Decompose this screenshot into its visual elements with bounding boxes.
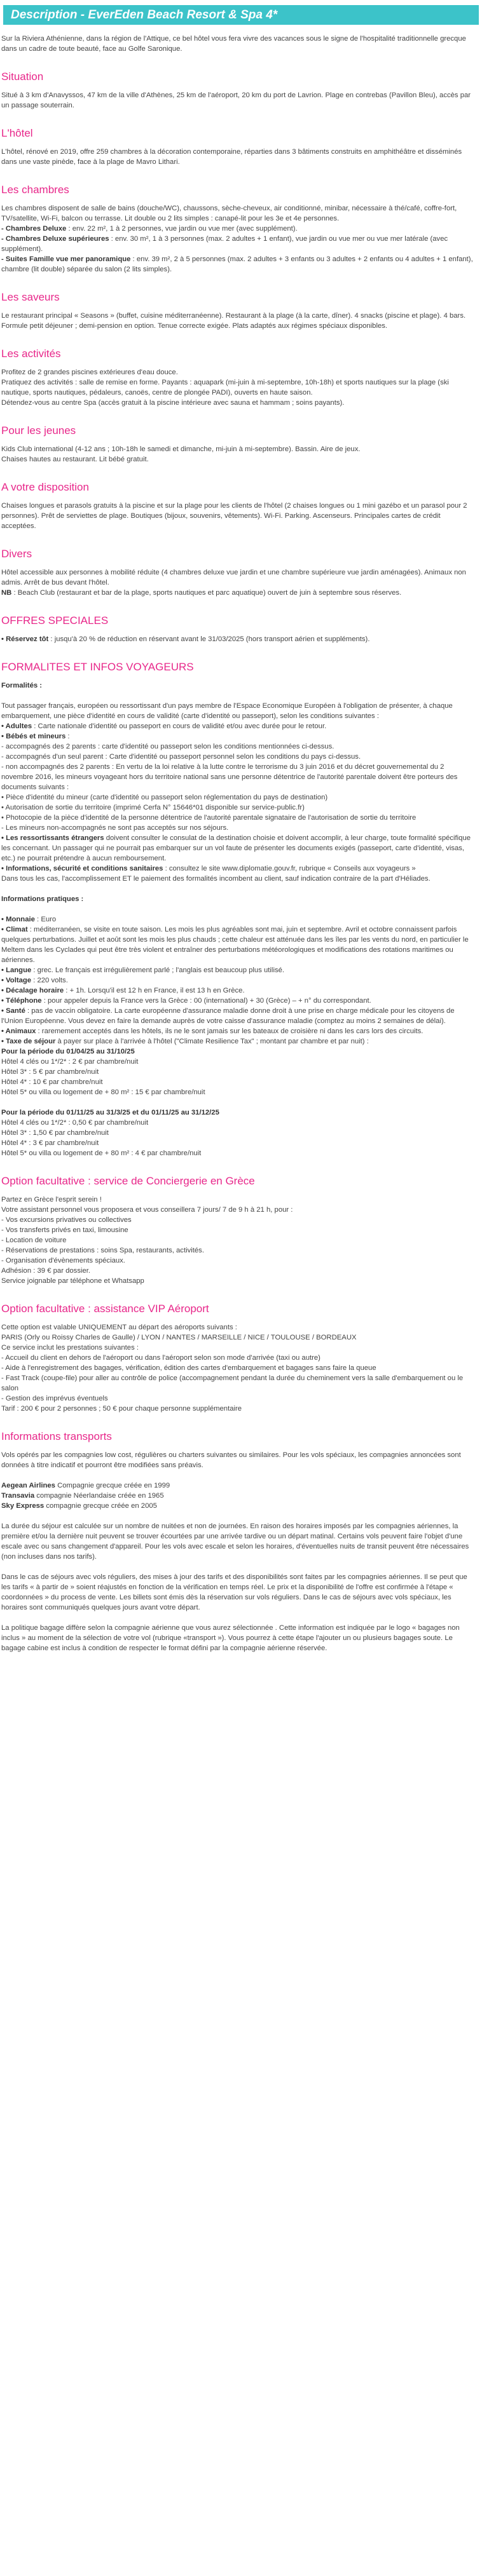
conciergerie-line: Service joignable par téléphone et Whatsapp [1, 1277, 144, 1285]
item-text: : Euro [34, 916, 57, 923]
list-item [1, 864, 477, 874]
room-type-text: : env. 39 m², 2 à 5 personnes (max. 2 adultes + 3 enfants ou 3 adultes + 2 enfants ou 4 adultes + 1 enfant), chambre (lit double) séparée du salon (2 lits simples). [1, 255, 473, 273]
vip-line: - Fast Track (coupe-file) pour aller au contrôle de police (accompagnement pendant la durée du cheminement vers la salle d'embarquement ou le salon [1, 1374, 464, 1392]
spacer [1, 1562, 477, 1572]
spacer [1, 1470, 477, 1481]
item-text: : pas de vaccin obligatoire. La carte européenne d'assurance maladie donne droit à une prise en charge médicale pour les citoyens de l'Union Européenne. Vous devez en faire la demande auprès de votre caisse d'assurance maladie (comptez au moins 2 semaines de délai). [1, 1007, 455, 1025]
vip-line: - Gestion des imprévus éventuels [1, 1395, 108, 1402]
list-item [1, 986, 477, 996]
mineurs-line: - accompagnés des 2 parents : carte d'identité ou passeport selon les conditions mentionnées ci-dessus. [1, 743, 334, 750]
jeunes-block [1, 444, 477, 464]
transports-heading: Informations transports [1, 1430, 112, 1442]
vip-heading: Option facultative : assistance VIP Aéroport [1, 1303, 209, 1315]
disposition-text: Chaises longues et parasols gratuits à la piscine et sur la plage pour les clients de l'hôtel (2 chaises longues ou 1 mini gazébo et un parasol pour 2 personnes). Prêt de serviettes de plage. Boutiques (bijoux, souvenirs, vêtements). Wi-Fi. Parking. Ascenseurs. Principales cartes de crédit acceptées. [1, 502, 467, 530]
conciergerie-line: Votre assistant personnel vous proposera et vous conseillera 7 jours/ 7 de 9 h à 21 h, pour : [1, 1206, 293, 1214]
list-item [1, 925, 477, 965]
infos-block [1, 894, 477, 1158]
list-item [1, 975, 477, 986]
offre-value: : jusqu'à 20 % de réduction en réservant avant le 31/03/2025 (hors transport aérien et suppléments). [48, 635, 370, 643]
item-text: : consultez le site www.diplomatie.gouv.fr, rubrique « Conseils aux voyageurs » [163, 865, 416, 872]
vip-line: PARIS (Orly ou Roissy Charles de Gaulle) / LYON / NANTES / MARSEILLE / NICE / TOULOUSE / BORDEAUX [1, 1334, 357, 1341]
formalites-block [1, 681, 477, 884]
divers-block [1, 567, 477, 598]
item-text: : pour appeler depuis la France vers la Grèce : 00 (international) + 30 (Grèce) – + n° du correspondant. [41, 997, 371, 1005]
chambres-block [1, 203, 477, 275]
item-label: • Bébés et mineurs [1, 733, 66, 740]
formalites-para: Tout passager français, européen ou ressortissant d'un pays membre de l'Espace Economique Européen à l'obligation de présenter, à chaque embarquement, une pièce d'identité en cours de validité (carte d'identité ou passeport), selon les conditions suivantes : [1, 702, 453, 720]
list-item [1, 721, 477, 731]
transports-para: Dans le cas de séjours avec vols réguliers, des mises à jour des tarifs et des disponibilités sont faites par les compagnies aériennes. Il se peut que les tarifs « à partir de » soient réajustés en fonction de la vérification en temps réel. Le prix et la disponibilité de l'offre est confirmée à l'étape « coordonnées » du process de vente. Les billets sont émis dès la réservation sur vols réguliers. Dans le cas de séjours avec vols spéciaux, les horaires sont communiqués quelques jours avant votre départ. [1, 1573, 467, 1611]
item-label: • Animaux [1, 1027, 36, 1035]
vip-line: Cette option est valable UNIQUEMENT au départ des aéroports suivants : [1, 1324, 237, 1331]
conciergerie-block [1, 1195, 477, 1286]
jeunes-line: Kids Club international (4-12 ans ; 10h-18h le samedi et dimanche, mi-juin à mi-septembre). Bassin. Aire de jeux. [1, 445, 361, 453]
vip-block [1, 1322, 477, 1414]
formalites-final: Dans tous les cas, l'accomplissement ET le paiement des formalités incombent au client, sauf indication contraire de la part d'Héliades. [1, 875, 430, 883]
transports-intro: Vols opérés par les compagnies low cost, régulières ou charters suivantes ou similaires. Pour les vols spéciaux, les compagnies annoncées sont données à titre indicatif et pourront être modifiées sans préavis. [1, 1451, 461, 1469]
room-type-label: - Chambres Deluxe supérieures [1, 235, 109, 243]
item-label: • Les ressortissants étrangers [1, 834, 104, 842]
activites-block [1, 367, 477, 408]
nb-text: : Beach Club (restaurant et bar de la plage, sports nautiques et parc aquatique) ouvert de juin à septembre sous réserves. [11, 589, 402, 597]
situation-heading: Situation [1, 71, 44, 83]
item-label: • Monnaie [1, 916, 35, 923]
company-name: Aegean Airlines [1, 1482, 55, 1489]
item-label: • Adultes [1, 722, 32, 730]
room-type-text: : env. 22 m², 1 à 2 personnes, vue jardin ou vue mer (avec supplément). [66, 225, 298, 233]
spacer [1, 904, 477, 914]
conciergerie-line: Partez en Grèce l'esprit serein ! [1, 1196, 102, 1203]
item-text: : raremement acceptés dans les hôtels, ils ne le sont jamais sur les bateaux de croisière ni dans les cars lors des circuits. [36, 1027, 423, 1035]
chambres-heading: Les chambres [1, 184, 69, 196]
list-item [1, 234, 477, 254]
company-name: Sky Express [1, 1502, 45, 1510]
item-text: : [65, 733, 70, 740]
list-item [1, 1036, 477, 1047]
conciergerie-line: - Vos excursions privatives ou collectives [1, 1216, 132, 1224]
tax-line: Hôtel 4* : 10 € par chambre/nuit [1, 1078, 103, 1086]
company-desc: compagnie Néerlandaise créée en 1965 [34, 1492, 164, 1500]
activites-line: Profitez de 2 grandes piscines extérieures d'eau douce. [1, 369, 178, 376]
transports-para: La durée du séjour est calculée sur un nombre de nuitées et non de journées. En raison des horaires imposés par les compagnies aériennes, la première et/ou la dernière nuit peuvent se trouver écourtées par une arrivée tardive ou un départ matinal. Certains vols peuvent faire l'objet d'une escale avec ou sans changement d'appareil. Pour les vols avec escale et selon les horaires, d'éventuelles nuits de transit peuvent être nécessaires (non incluses dans nos tarifs). [1, 1522, 469, 1561]
item-label: • Téléphone [1, 997, 42, 1005]
item-label: • Langue [1, 966, 32, 974]
formalites-subtitle: Formalités : [1, 682, 43, 689]
chambres-intro: Les chambres disposent de salle de bains (douche/WC), chaussons, sèche-cheveux, air conditionné, minibar, nécessaire à thé/café, coffre-fort, TV/satellite, Wi-Fi, balcon ou terrasse. Lit double ou 2 lits simples : canapé-lit pour les 3e et 4e personnes. [1, 205, 457, 222]
vip-line: Tarif : 200 € pour 2 personnes ; 50 € pour chaque personne supplémentaire [1, 1405, 242, 1413]
tax-line: Hôtel 5* ou villa ou logement de + 80 m² : 4 € par chambre/nuit [1, 1149, 202, 1157]
mineurs-line: - accompagnés d'un seul parent : Carte d'identité ou passeport personnel selon les conditions du pays ci-dessus. [1, 753, 361, 761]
company-desc: compagnie grecque créée en 2005 [44, 1502, 157, 1510]
tax-line: Hôtel 5* ou villa ou logement de + 80 m² : 15 € par chambre/nuit [1, 1088, 205, 1096]
tax-line: Hôtel 4* : 3 € par chambre/nuit [1, 1139, 99, 1147]
list-item [1, 1006, 477, 1026]
page-banner: Description - EverEden Beach Resort & Spa 4* [3, 5, 479, 25]
disposition-heading: A votre disposition [1, 481, 89, 493]
list-item [1, 224, 477, 234]
formalites-heading: FORMALITES ET INFOS VOYAGEURS [1, 661, 194, 673]
company-item [1, 1491, 477, 1501]
jeunes-heading: Pour les jeunes [1, 424, 76, 437]
item-text: : Carte nationale d'identité ou passeport en cours de validité et/ou avec durée pour le retour. [32, 722, 327, 730]
hotel-text: L'hôtel, rénové en 2019, offre 259 chambres à la décoration contemporaine, réparties dans 3 bâtiments construits en amphithéâtre et disséminés dans une vaste pinède, face à la plage de Mavro Lithari. [1, 148, 462, 166]
spacer [1, 691, 477, 701]
item-text: : méditerranéen, se visite en toute saison. Les mois les plus agréables sont mai, juin et septembre. Avril et octobre connaissent parfois quelques perturbations. Juillet et août sont les mois les plus chauds ; cette chaleur est atténuée dans les îles par les vents du nord, en particulier le Meltem dans les Cyclades qui peut être très violent et entraîner des perturbations météorologiques et modifications des rotations maritimes ou aériennes. [1, 926, 469, 964]
mineurs-line: - non accompagnés des 2 parents : En vertu de la loi relative à la lutte contre le terrorisme du 3 juin 2016 et du décret gouvernemental du 2 novembre 2016, les mineurs voyageant hors du territoire national sans une personne détentrice de l'autorité parentale doivent être porteurs des documents suivants : [1, 763, 458, 791]
vip-line: - Aide à l'enregistrement des bagages, vérification, édition des cartes d'embarquement et bagages sans faire la queue [1, 1364, 376, 1372]
list-item [1, 965, 477, 975]
tax-period-title: Pour la période du 01/04/25 au 31/10/25 [1, 1048, 135, 1055]
company-desc: Compagnie grecque créée en 1999 [55, 1482, 170, 1489]
tax-line: Hôtel 3* : 5 € par chambre/nuit [1, 1068, 99, 1076]
item-text: à payer sur place à l'arrivée à l'hôtel ("Climate Resilience Tax" ; montant par chambre et par nuit) : [55, 1038, 369, 1045]
company-name: Transavia [1, 1492, 35, 1500]
situation-text: Situé à 3 km d'Anavyssos, 47 km de la ville d'Athènes, 25 km de l'aéroport, 20 km du port de Lavrion. Plage en contrebas (Pavillon Bleu), accès par un passage souterrain. [1, 92, 471, 109]
list-item [1, 731, 477, 742]
conciergerie-line: - Organisation d'évènements spéciaux. [1, 1257, 125, 1264]
item-label: • Informations, sécurité et conditions sanitaires [1, 865, 163, 872]
item-text: : 220 volts. [31, 977, 68, 984]
infos-subtitle: Informations pratiques : [1, 895, 84, 903]
conciergerie-line: - Réservations de prestations : soins Spa, restaurants, activités. [1, 1247, 204, 1254]
hotel-heading: L'hôtel [1, 127, 33, 139]
list-item [1, 1026, 477, 1036]
nb-label: NB [1, 589, 12, 597]
jeunes-line: Chaises hautes au restaurant. Lit bébé gratuit. [1, 456, 149, 463]
activites-heading: Les activités [1, 348, 61, 360]
activites-line: Pratiquez des activités : salle de remise en forme. Payants : aquapark (mi-juin à mi-septembre, 10h-18h) et sports nautiques sur la plage (ski nautique, sports nautiques, pédaleurs, canoës, centre de plongée PADI), ouverts en haute saison. [1, 379, 449, 397]
list-item [1, 254, 477, 275]
activites-line: Détendez-vous au centre Spa (accès gratuit à la piscine intérieure avec sauna et hammam ; soins payants). [1, 399, 345, 407]
offres-text [1, 634, 477, 644]
tax-line: Hôtel 4 clés ou 1*/2* : 0,50 € par chambre/nuit [1, 1119, 149, 1127]
tax-period-title: Pour la période du 01/11/25 au 31/3/25 et du 01/11/25 au 31/12/25 [1, 1109, 219, 1116]
item-label: • Décalage horaire [1, 987, 64, 994]
conciergerie-line: Adhésion : 39 € par dossier. [1, 1267, 91, 1275]
item-label: • Voltage [1, 977, 32, 984]
list-item [1, 833, 477, 864]
spacer [1, 1613, 477, 1623]
vip-line: Ce service inclut les prestations suivantes : [1, 1344, 139, 1352]
room-type-label: - Suites Famille vue mer panoramique [1, 255, 131, 263]
room-type-label: - Chambres Deluxe [1, 225, 67, 233]
offres-heading: OFFRES SPECIALES [1, 614, 109, 627]
mineurs-line: - Les mineurs non-accompagnés ne sont pas acceptés sur nos séjours. [1, 824, 229, 832]
item-label: • Climat [1, 926, 28, 933]
mineurs-line: • Autorisation de sortie du territoire (imprimé Cerfa N° 15646*01 disponible sur service-public.fr) [1, 804, 305, 811]
item-text: : grec. Le français est irrégulièrement parlé ; l'anglais est beaucoup plus utilisé. [31, 966, 285, 974]
list-item [1, 914, 477, 925]
offre-label: • Réservez tôt [1, 635, 49, 643]
spacer [1, 1511, 477, 1521]
description-content [0, 34, 482, 1653]
conciergerie-line: - Vos transferts privés en taxi, limousine [1, 1226, 128, 1234]
mineurs-line: • Pièce d'identité du mineur (carte d'identité ou passeport selon réglementation du pays de destination) [1, 794, 328, 801]
item-label: • Taxe de séjour [1, 1038, 56, 1045]
divers-nb [1, 588, 477, 598]
divers-heading: Divers [1, 548, 32, 560]
item-text: : + 1h. Lorsqu'il est 12 h en France, il est 13 h en Grèce. [64, 987, 245, 994]
item-label: • Santé [1, 1007, 25, 1015]
divers-text: Hôtel accessible aux personnes à mobilité réduite (4 chambres deluxe vue jardin et une chambre supérieure vue jardin aménagées). Animaux non admis. Arrêt de bus devant l'hôtel. [1, 569, 466, 586]
conciergerie-heading: Option facultative : service de Conciergerie en Grèce [1, 1175, 255, 1187]
transports-para: La politique bagage diffère selon la compagnie aérienne que vous aurez sélectionnée . Cette information est indiquée par le logo « bagages non inclus » au moment de la sélection de votre vol (rubrique «transport »). Vous pourrez à cette étape l'ajouter un ou plusieurs bagages soute. Le bagage cabine est inclus à condition de respecter le format défini par la compagnie aérienne réservée. [1, 1624, 460, 1652]
intro-text: Sur la Riviera Athénienne, dans la région de l'Attique, ce bel hôtel vous fera vivre des vacances sous le signe de l'hospitalité traditionnelle grecque dans un cadre de toute beauté, face au Golfe Saronique. [1, 35, 466, 53]
company-item [1, 1481, 477, 1491]
tax-line: Hôtel 3* : 1,50 € par chambre/nuit [1, 1129, 109, 1137]
item-text: doivent consulter le consulat de la destination choisie et doivent accomplir, à leur charge, toute formalité spécifique les concernant. Un passager qui ne pourrait pas embarquer sur un vol faute de présenter les documents exigés (passeport, carte d'identité, visas, etc.) ne pourrait prétendre à aucun remboursement. [1, 834, 471, 862]
room-type-text: : env. 30 m², 1 à 3 personnes (max. 2 adultes + 1 enfant), vue jardin ou vue mer ou vue mer latérale (avec supplément). [1, 235, 448, 253]
saveurs-heading: Les saveurs [1, 291, 60, 303]
list-item [1, 996, 477, 1006]
saveurs-text: Le restaurant principal « Seasons » (buffet, cuisine méditerranéenne). Restaurant à la plage (à la carte, dîner). 4 snacks (piscine et plage). 4 bars. Formule petit déjeuner ; demi-pension en option. Tenue correcte exigée. Plats adaptés aux régimes spéciaux disponibles. [1, 312, 466, 330]
spacer [1, 1097, 477, 1108]
company-item [1, 1501, 477, 1511]
mineurs-line: • Photocopie de la pièce d'identité de la personne détentrice de l'autorité parentale signataire de l'autorisation de sortie du territoire [1, 814, 417, 822]
tax-line: Hôtel 4 clés ou 1*/2* : 2 € par chambre/nuit [1, 1058, 139, 1066]
conciergerie-line: - Location de voiture [1, 1237, 67, 1244]
vip-line: - Accueil du client en dehors de l'aéroport ou dans l'aéroport selon son mode d'arrivée (taxi ou autre) [1, 1354, 320, 1362]
transports-block [1, 1450, 477, 1653]
